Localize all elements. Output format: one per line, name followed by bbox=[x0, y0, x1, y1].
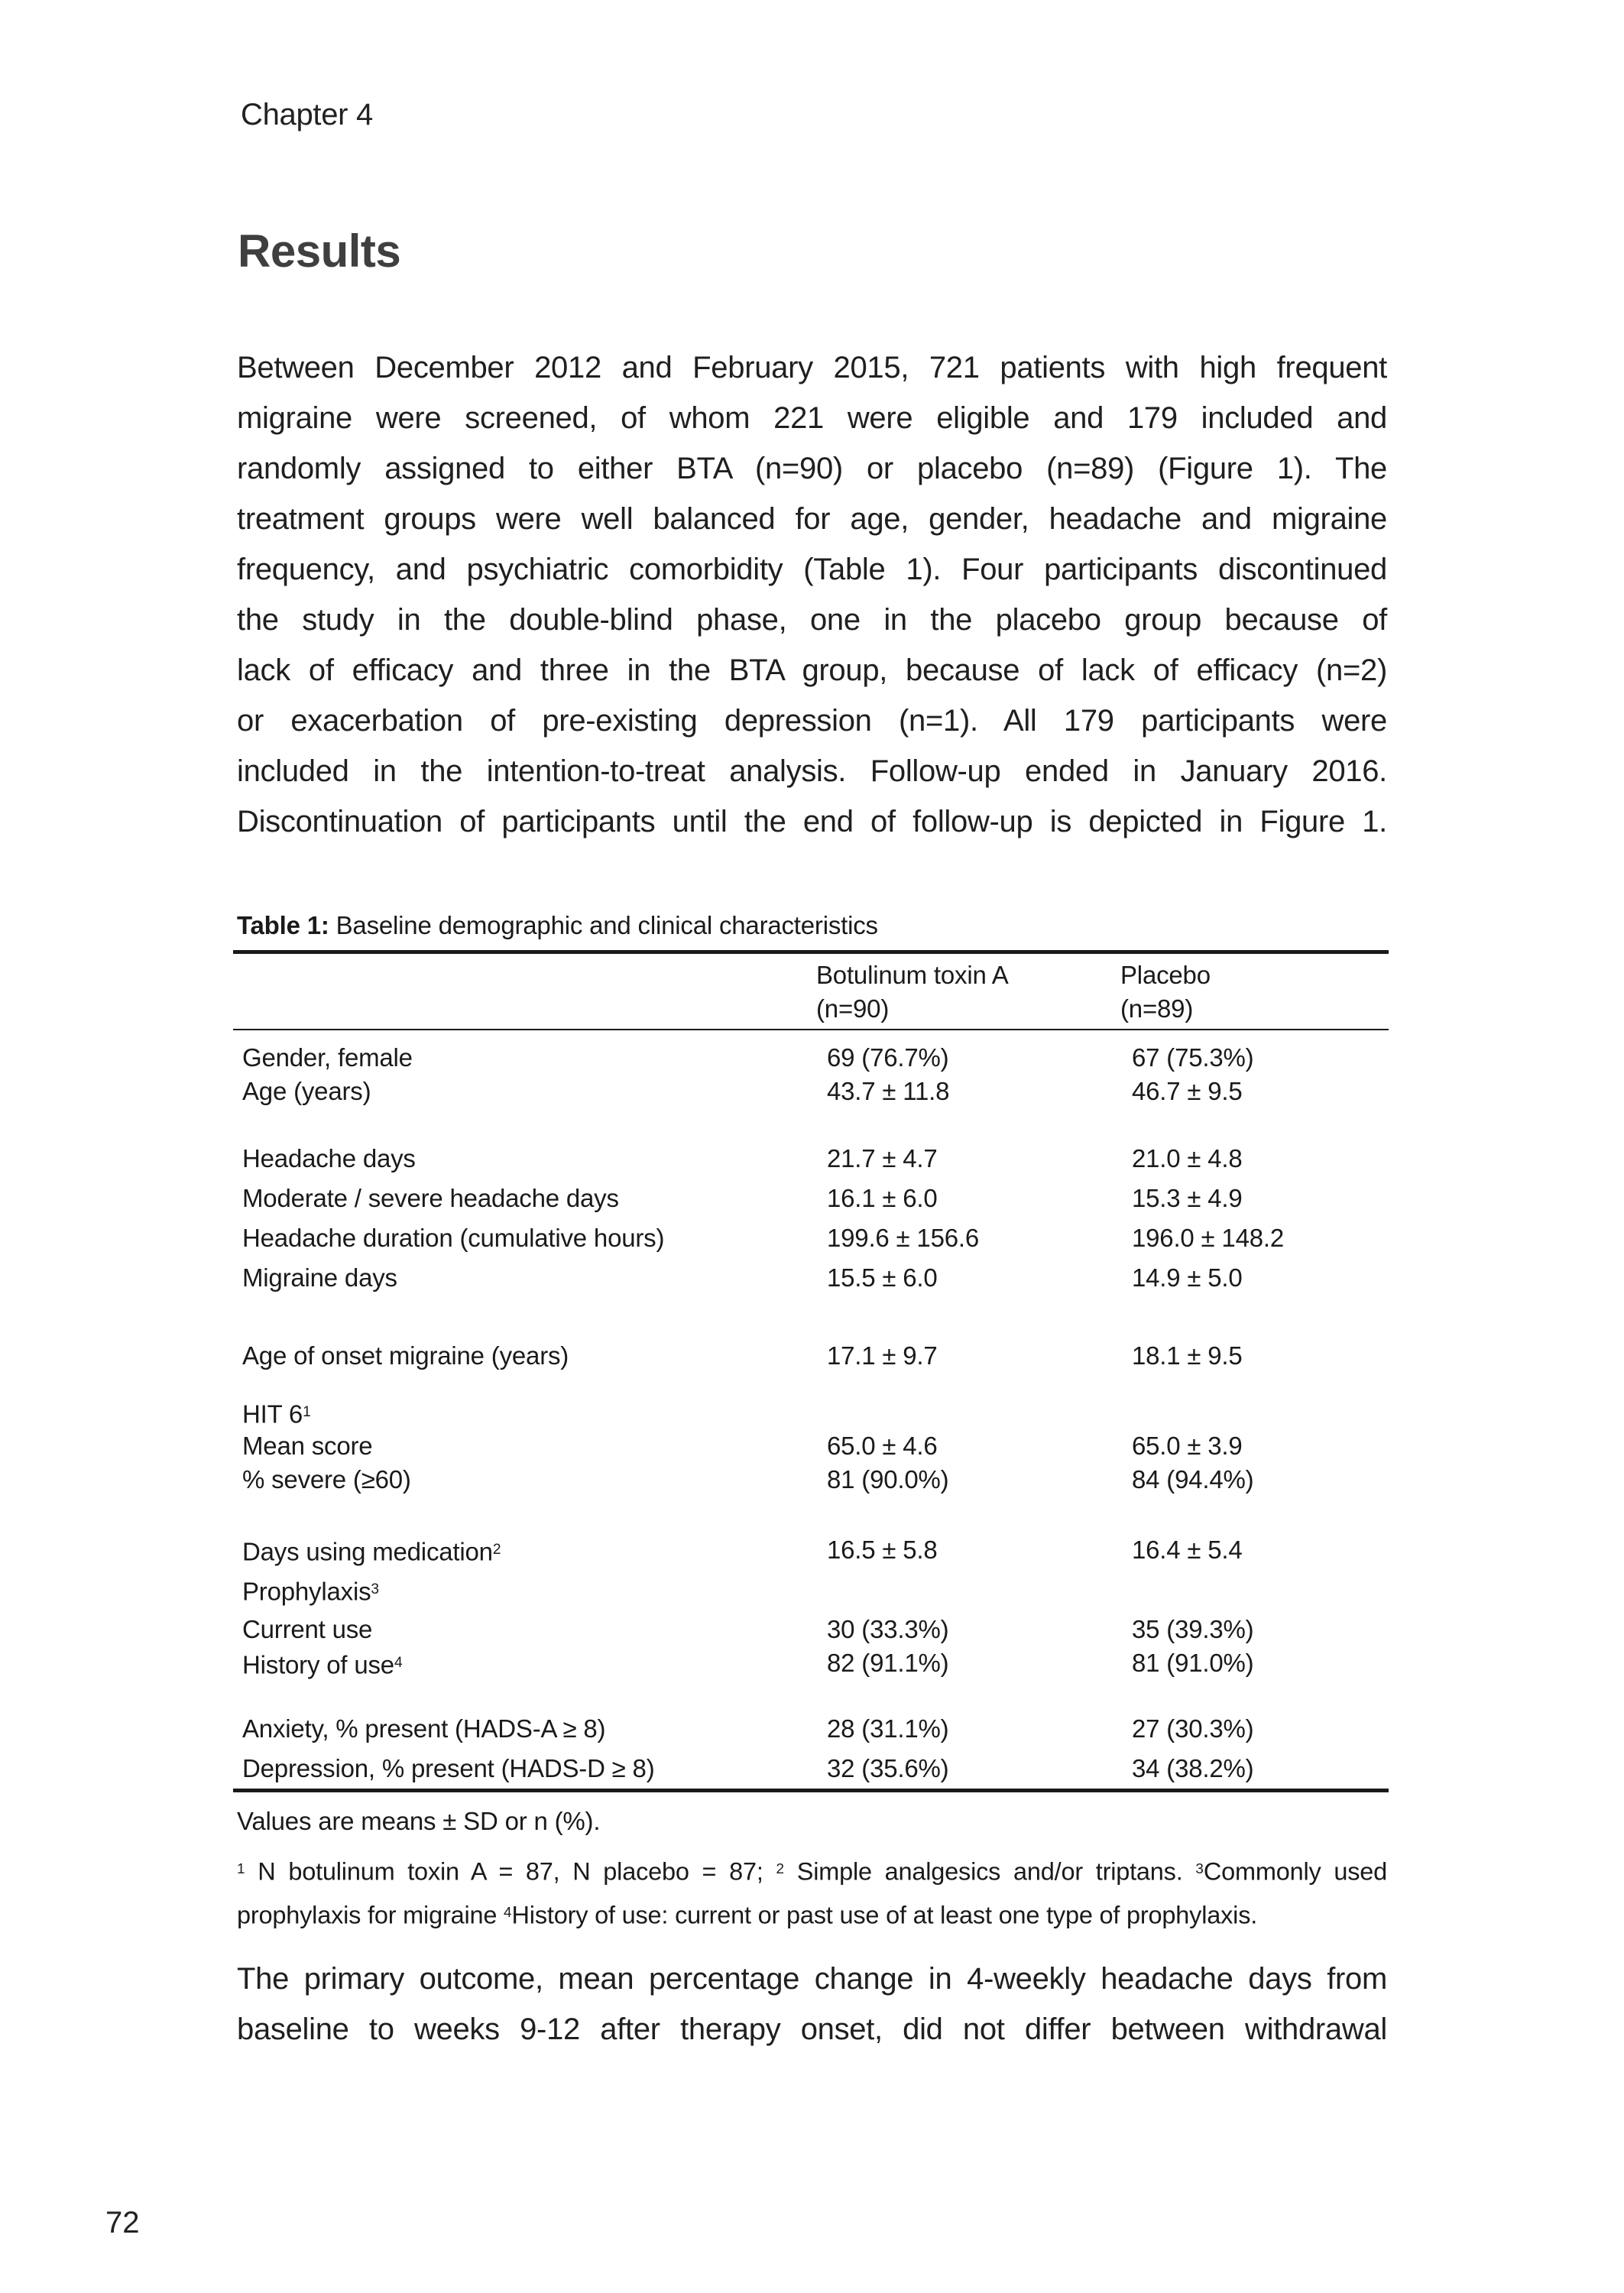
footnote-line-1 bbox=[237, 1848, 1387, 1892]
row-label-text: Depression, % present (HADS-D ≥ 8) bbox=[242, 1754, 655, 1782]
cell-botulinum-value: 69 (76.7%) bbox=[827, 1043, 949, 1072]
cell-placebo-value: 84 (94.4%) bbox=[1132, 1465, 1254, 1494]
row-label bbox=[242, 1646, 403, 1682]
table-row bbox=[233, 1041, 1389, 1075]
row-label bbox=[242, 1429, 372, 1463]
row-label-text: HIT 6 bbox=[242, 1399, 303, 1429]
table-row bbox=[233, 1221, 1389, 1255]
page-number: 72 bbox=[105, 2206, 140, 2239]
cell-botulinum-value: 16.1 ± 6.0 bbox=[827, 1184, 938, 1212]
row-label bbox=[242, 1261, 397, 1295]
cell-placebo-value: 196.0 ± 148.2 bbox=[1132, 1224, 1285, 1252]
table-row bbox=[233, 1142, 1389, 1176]
footnote-text: History of use: current or past use of at least one type of prophylaxis. bbox=[511, 1901, 1258, 1929]
row-label bbox=[242, 1075, 371, 1108]
cell-placebo-value: 81 (91.0%) bbox=[1132, 1649, 1254, 1677]
table-row bbox=[233, 1533, 1389, 1567]
paragraph2-line: The primary outcome, mean percentage change in 4-weekly headache days from bbox=[237, 1962, 1387, 1996]
cell-placebo-value: 27 (30.3%) bbox=[1132, 1714, 1254, 1743]
cell-botulinum-value: 28 (31.1%) bbox=[827, 1714, 949, 1743]
row-label bbox=[242, 1041, 413, 1075]
row-label-text: % severe (≥60) bbox=[242, 1465, 411, 1494]
chapter-header: Chapter 4 bbox=[241, 98, 373, 131]
row-label-text: Current use bbox=[242, 1615, 373, 1643]
column-header-botulinum bbox=[816, 958, 1009, 1026]
row-label bbox=[242, 1396, 311, 1432]
footnote-superscript: 4 bbox=[504, 1904, 512, 1921]
column-header-botulinum-n: (n=90) bbox=[816, 994, 890, 1023]
row-label-text: Mean score bbox=[242, 1432, 373, 1460]
table-row bbox=[233, 1182, 1389, 1215]
footnote-superscript: 2 bbox=[776, 1860, 784, 1876]
cell-placebo-value: 34 (38.2%) bbox=[1132, 1754, 1254, 1782]
row-label bbox=[242, 1182, 619, 1215]
row-label-superscript: 2 bbox=[492, 1542, 501, 1558]
table-body bbox=[233, 1041, 1389, 1785]
cell-botulinum-value: 16.5 ± 5.8 bbox=[827, 1536, 938, 1564]
cell-botulinum-value: 81 (90.0%) bbox=[827, 1465, 949, 1494]
footnote-block bbox=[237, 1848, 1387, 1936]
table-row bbox=[233, 1075, 1389, 1108]
cell-placebo-value: 67 (75.3%) bbox=[1132, 1043, 1254, 1072]
paragraph1-line: migraine were screened, of whom 221 were eligible and 179 included and bbox=[237, 401, 1387, 435]
cell-botulinum-value: 43.7 ± 11.8 bbox=[827, 1077, 950, 1105]
table-row bbox=[233, 1429, 1389, 1463]
paragraph1-line: Discontinuation of participants until the end of follow-up is depicted in Figure 1. bbox=[237, 805, 1387, 838]
table-row bbox=[233, 1573, 1389, 1607]
paragraph2-line: baseline to weeks 9-12 after therapy onset, did not differ between withdrawal bbox=[237, 2012, 1387, 2046]
cell-botulinum-value: 17.1 ± 9.7 bbox=[827, 1341, 938, 1370]
row-label bbox=[242, 1613, 372, 1646]
paragraph-1 bbox=[237, 342, 1387, 847]
row-label-superscript: 3 bbox=[371, 1581, 380, 1597]
cell-botulinum-value: 82 (91.1%) bbox=[827, 1649, 949, 1677]
table-caption-text: Baseline demographic and clinical characteristics bbox=[329, 911, 878, 939]
row-label bbox=[242, 1463, 411, 1497]
footnote-text: Commonly used bbox=[1203, 1857, 1387, 1886]
paragraph1-line: randomly assigned to either BTA (n=90) or placebo (n=89) (Figure 1). The bbox=[237, 452, 1387, 485]
footnote-text: Simple analgesics and/or triptans. bbox=[783, 1857, 1196, 1886]
row-label bbox=[242, 1712, 605, 1746]
table-bottom-rule bbox=[233, 1789, 1389, 1792]
table-header-rule bbox=[233, 1029, 1389, 1030]
column-header-placebo-name: Placebo bbox=[1120, 961, 1211, 989]
cell-placebo-value: 21.0 ± 4.8 bbox=[1132, 1144, 1243, 1172]
column-header-placebo-n: (n=89) bbox=[1120, 994, 1194, 1023]
paragraph1-line: frequency, and psychiatric comorbidity (Table 1). Four participants discontinued bbox=[237, 553, 1387, 586]
table-row bbox=[233, 1396, 1389, 1429]
table-row bbox=[233, 1463, 1389, 1497]
row-label-superscript: 4 bbox=[394, 1655, 403, 1671]
table-row bbox=[233, 1261, 1389, 1295]
row-label-text: Days using medication bbox=[242, 1537, 493, 1566]
table-row bbox=[233, 1752, 1389, 1785]
table-caption bbox=[237, 911, 878, 940]
row-label-text: Age of onset migraine (years) bbox=[242, 1341, 569, 1370]
paragraph1-line: included in the intention-to-treat analysis. Follow-up ended in January 2016. bbox=[237, 754, 1387, 788]
cell-placebo-value: 16.4 ± 5.4 bbox=[1132, 1536, 1243, 1564]
footnote-superscript: 1 bbox=[237, 1860, 245, 1876]
row-label bbox=[242, 1221, 664, 1255]
baseline-characteristics-table bbox=[233, 950, 1389, 1792]
row-label-text: Headache days bbox=[242, 1144, 416, 1172]
row-label bbox=[242, 1533, 501, 1569]
row-label-text: Anxiety, % present (HADS-A ≥ 8) bbox=[242, 1714, 606, 1743]
cell-placebo-value: 65.0 ± 3.9 bbox=[1132, 1432, 1243, 1460]
row-label-text: Prophylaxis bbox=[242, 1577, 371, 1606]
row-label bbox=[242, 1339, 569, 1373]
row-label-text: Headache duration (cumulative hours) bbox=[242, 1224, 665, 1252]
row-label-superscript: 1 bbox=[303, 1404, 311, 1420]
cell-placebo-value: 18.1 ± 9.5 bbox=[1132, 1341, 1243, 1370]
footnote-values: Values are means ± SD or n (%). bbox=[237, 1807, 601, 1835]
row-label-text: Age (years) bbox=[242, 1077, 371, 1105]
row-label bbox=[242, 1573, 379, 1609]
cell-botulinum-value: 65.0 ± 4.6 bbox=[827, 1432, 938, 1460]
cell-placebo-value: 15.3 ± 4.9 bbox=[1132, 1184, 1243, 1212]
row-label-text: Moderate / severe headache days bbox=[242, 1184, 619, 1212]
footnote-text: prophylaxis for migraine bbox=[237, 1901, 504, 1929]
paragraph1-line: lack of efficacy and three in the BTA group, because of lack of efficacy (n=2) bbox=[237, 654, 1387, 687]
footnote-text: N botulinum toxin A = 87, N placebo = 87; bbox=[245, 1857, 776, 1886]
paragraph1-line: or exacerbation of pre-existing depression (n=1). All 179 participants were bbox=[237, 704, 1387, 738]
cell-placebo-value: 46.7 ± 9.5 bbox=[1132, 1077, 1243, 1105]
row-label bbox=[242, 1752, 655, 1785]
column-header-placebo bbox=[1120, 958, 1211, 1026]
column-header-botulinum-name: Botulinum toxin A bbox=[816, 961, 1009, 989]
table-row bbox=[233, 1646, 1389, 1680]
footnote-superscript: 3 bbox=[1195, 1860, 1204, 1876]
cell-botulinum-value: 15.5 ± 6.0 bbox=[827, 1263, 938, 1292]
table-row bbox=[233, 1339, 1389, 1373]
paragraph1-line: Between December 2012 and February 2015, 721 patients with high frequent bbox=[237, 351, 1387, 384]
table-row bbox=[233, 1613, 1389, 1646]
cell-botulinum-value: 32 (35.6%) bbox=[827, 1754, 949, 1782]
cell-botulinum-value: 199.6 ± 156.6 bbox=[827, 1224, 980, 1252]
row-label bbox=[242, 1142, 416, 1176]
row-label-text: Migraine days bbox=[242, 1263, 397, 1292]
paragraph-2 bbox=[237, 1954, 1387, 2055]
table-caption-label: Table 1: bbox=[237, 911, 329, 939]
row-label-text: Gender, female bbox=[242, 1043, 413, 1072]
cell-placebo-value: 14.9 ± 5.0 bbox=[1132, 1263, 1243, 1292]
table-header-row bbox=[233, 954, 1389, 1029]
row-label-text: History of use bbox=[242, 1650, 394, 1679]
cell-placebo-value: 35 (39.3%) bbox=[1132, 1615, 1254, 1643]
section-title: Results bbox=[238, 225, 401, 277]
footnote-line-2 bbox=[237, 1892, 1387, 1935]
paragraph1-line: the study in the double-blind phase, one in the placebo group because of bbox=[237, 603, 1387, 637]
cell-botulinum-value: 21.7 ± 4.7 bbox=[827, 1144, 938, 1172]
paragraph1-line: treatment groups were well balanced for age, gender, headache and migraine bbox=[237, 502, 1387, 536]
table-row bbox=[233, 1712, 1389, 1746]
cell-botulinum-value: 30 (33.3%) bbox=[827, 1615, 949, 1643]
